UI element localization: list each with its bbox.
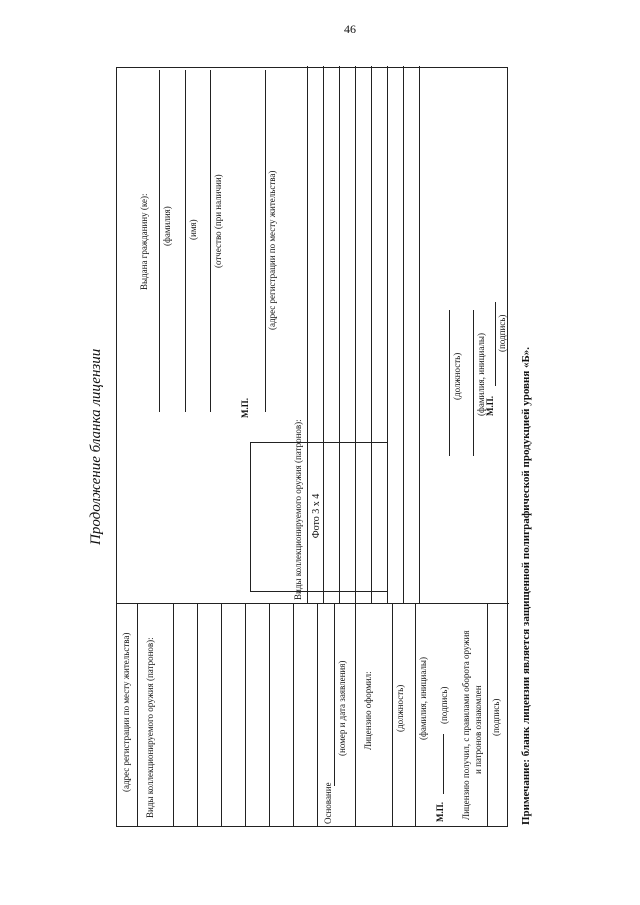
left-name-caption: (фамилия, инициалы) <box>418 657 428 740</box>
received-signature-caption: (подпись) <box>491 698 501 736</box>
issued-by-line <box>392 604 393 826</box>
left-weapon-line <box>245 604 246 826</box>
right-weapon-line <box>355 66 356 604</box>
right-fio-caption: (фамилия, инициалы) <box>476 333 486 416</box>
left-address-caption: (адрес регистрации по месту жительства) <box>121 632 131 792</box>
right-weapon-line <box>307 66 308 604</box>
left-weapon-line <box>317 604 318 826</box>
surname-caption: (фамилия) <box>162 206 172 246</box>
photo-placeholder <box>250 442 388 592</box>
received-signature-line <box>487 604 488 826</box>
name-caption: (имя) <box>188 219 198 240</box>
right-weapon-line <box>419 66 420 604</box>
left-weapon-line <box>173 604 174 826</box>
fio-line <box>473 310 474 456</box>
left-mp-label: М.П. <box>435 802 445 822</box>
received-line-1: Лицензию получил, с правилами оборота оружия <box>461 630 471 820</box>
issued-to-label: Выдана гражданину (ке): <box>139 193 149 290</box>
right-position-caption: (должность) <box>452 352 462 400</box>
right-weapon-line <box>387 66 388 604</box>
right-weapon-line <box>323 66 324 604</box>
basis-line <box>334 604 335 786</box>
footnote: Примечание: бланк лицензии является защищенной полиграфической продукцией уровня «Б». <box>520 346 532 825</box>
basis-line-2 <box>355 604 356 826</box>
left-weapon-line <box>197 604 198 826</box>
received-line-2: и патронов ознакомлен <box>473 685 483 774</box>
form-title: Продолжение бланка лицензии <box>88 348 104 545</box>
patronymic-line <box>210 70 211 412</box>
right-weapon-line <box>371 66 372 604</box>
basis-caption: (номер и дата заявления) <box>337 660 347 756</box>
right-mp-label: М.П. <box>240 398 250 418</box>
surname-line <box>159 70 160 412</box>
left-position-caption: (должность) <box>395 684 405 732</box>
left-weapon-types-label: Виды коллекционируемого оружия (патронов): <box>145 637 155 818</box>
right-signature-line <box>495 302 496 386</box>
right-weapon-line <box>403 66 404 604</box>
right-address-caption: (адрес регистрации по месту жительства) <box>267 170 277 330</box>
name-line <box>185 70 186 412</box>
right-signature-caption: (подпись) <box>497 314 507 352</box>
license-form-sheet <box>82 55 542 845</box>
issued-by-label: Лицензию оформил: <box>363 671 373 750</box>
left-address-line <box>137 604 138 826</box>
photo-label: Фото 3 х 4 <box>311 493 322 539</box>
left-weapon-line <box>293 604 294 826</box>
patronymic-caption: (отчество (при наличии) <box>213 174 223 268</box>
left-signature-caption: (подпись) <box>439 686 449 724</box>
left-signature-line <box>443 734 444 794</box>
right-weapon-line <box>339 66 340 604</box>
basis-label: Основание <box>323 782 333 824</box>
position-line <box>415 604 416 826</box>
left-weapon-line <box>221 604 222 826</box>
form-frame <box>116 67 508 827</box>
page-number: 46 <box>344 22 356 36</box>
left-weapon-line <box>269 604 270 826</box>
right-position-line <box>449 310 450 456</box>
address-line <box>265 70 266 412</box>
right-mp-label-2: М.П. <box>485 396 495 416</box>
center-divider <box>117 603 509 604</box>
right-weapon-types-label: Виды коллекционируемого оружия (патронов): <box>293 419 303 600</box>
